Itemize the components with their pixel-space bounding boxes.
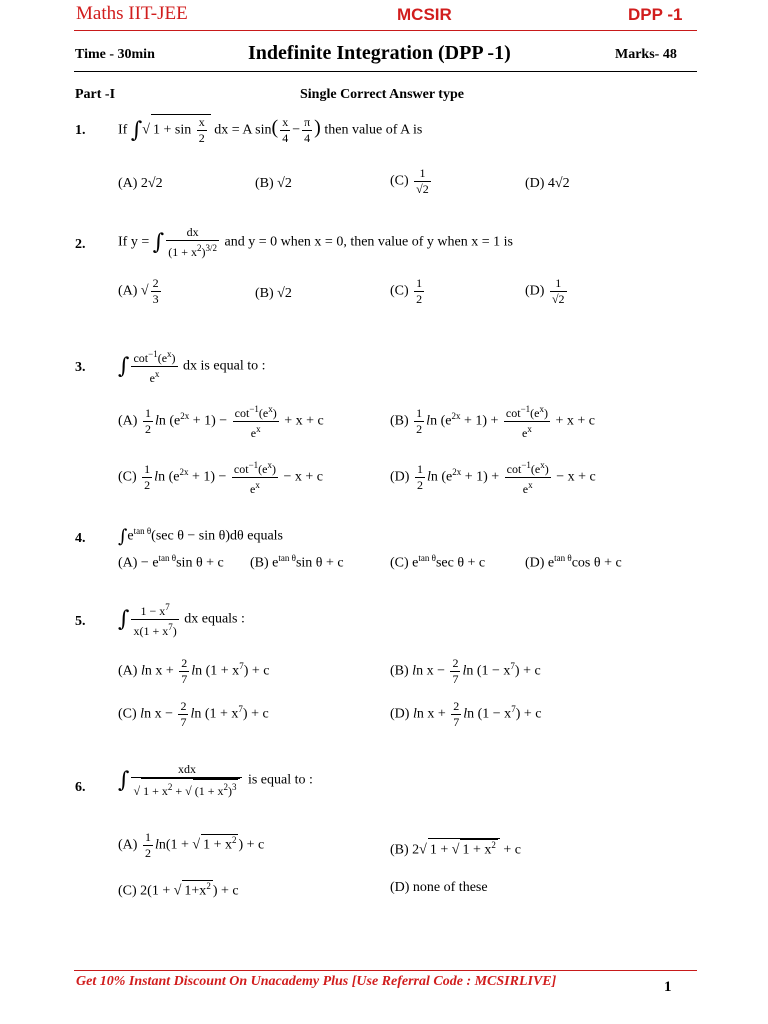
question-number: 2. [75,237,86,252]
question-3-stem: ∫ $\frac{\cot^{-1}(e^x)}{e^x}$ dx is equal to : [118,349,266,385]
question-number: 6. [75,780,86,795]
q2-option-c: (C) $\frac{1}{2}$ [390,276,423,306]
q2-option-b: (B) √2 [255,286,292,301]
q3-option-d: (D) $\frac{1}{2}$ $\ln (e^{2x} + 1)$ + $\frac{\cot^{-1}(e^x)}{e^x}$ − x + c [390,460,596,496]
question-6-stem: ∫ $\frac{\text{xdx}}{√ 1 + x^2 + √ (1 + x^2)^3}$ is equal to : [118,762,313,798]
q1-option-b: (B) √2 [255,176,292,191]
question-number: 5. [75,614,86,629]
q1-option-d: (D) 4√2 [525,176,570,191]
q3-option-a: (A) $\frac{1}{2}$ $\ln (e^{2x} + 1)$ − $\frac{\cot^{-1}(e^x)}{e^x}$ + x + c [118,404,324,440]
q6-option-c: (C) 2(1 + √ $1+x^2$ ) + c [118,881,239,899]
question-1-stem: If ∫√ 1 + sin $\frac{x}{2}$ dx = A sin( $\frac{x}{4}$ − $\frac{\pi}{4}$ ) then value of A is [118,115,423,145]
q1-option-c: (C) $\frac{1}{√2}$ [390,166,429,196]
question-4-stem: $\int e^{tan \theta}(\sec$ θ − sin θ)dθ equals [118,526,283,547]
header-brand: MCSIR [397,5,452,24]
answer-type-label: Single Correct Answer type [300,87,464,102]
promo-text: Get 10% Instant Discount On Unacademy Plus [Use Referral Code : MCSIRLIVE] [76,974,557,989]
question-2-stem: If y = ∫ $\frac{dx}{(1 + x^2)^{3/2}}$ and y = 0 when x = 0, then value of y when x = 1 is [118,225,513,259]
time-label: Time - 30min [75,47,155,62]
page-number: 1 [664,979,672,995]
q6-option-b: (B) 2√ 1 + √ $1 + x^2 + c$ [390,840,521,858]
q3-option-b: (B) $\frac{1}{2}$ $\ln (e^{2x} + 1)$ + $\frac{\cot^{-1}(e^x)}{e^x}$ + x + c [390,404,595,440]
q5-option-a: (A) ln x + $\frac{2}{7}$ $\ln (1 + x^7) + c$ [118,656,270,686]
title-rule [74,71,697,72]
header-subject: Maths IIT-JEE [76,3,188,24]
marks-label: Marks- 48 [615,47,677,62]
q4-option-c: (C) $e^{tan \theta}\sec$ θ + c [390,553,486,571]
part-label: Part -I [75,87,116,102]
question-5-stem: ∫ $\frac{1 - x^7}{x(1 + x^7)}$ dx equals : [118,602,245,638]
header-dpp: DPP -1 [628,5,683,24]
q4-option-d: (D) $e^{tan \theta}\cos$ θ + c [525,553,622,571]
q2-option-a: (A) √ $\frac{2}{3}$ [118,276,159,306]
question-number: 3. [75,360,86,375]
page-title: Indefinite Integration (DPP -1) [248,42,511,64]
q3-option-c: (C) $\frac{1}{2}$ $\ln (e^{2x} + 1)$ − $\frac{\cot^{-1}(e^x)}{e^x}$ − x + c [118,460,323,496]
header-rule [74,30,697,31]
q6-option-a: (A) $\frac{1}{2}$ ln(1 + √ $1 + x^2$ ) + c [118,830,265,860]
q5-option-b: (B) ln x − $\frac{2}{7}$ $\ln (1 - x^7) + c$ [390,656,541,686]
footer-rule [74,970,697,971]
q1-option-a: (A) 2√2 [118,176,163,191]
q5-option-c: (C) ln x − $\frac{2}{7}$ $\ln (1 + x^7) + c$ [118,699,269,729]
question-number: 4. [75,531,86,546]
q5-option-d: (D) ln x + $\frac{2}{7}$ $\ln (1 - x^7) + c$ [390,699,542,729]
q4-option-a: $(A) - e^{tan \theta}\sin$ θ + c [118,553,224,571]
q2-option-d: (D) $\frac{1}{√2}$ [525,276,565,306]
q6-option-d: (D) none of these [390,880,488,895]
question-number: 1. [75,123,86,138]
q4-option-b: (B) $e^{tan \theta}\sin$ θ + c [250,553,344,571]
